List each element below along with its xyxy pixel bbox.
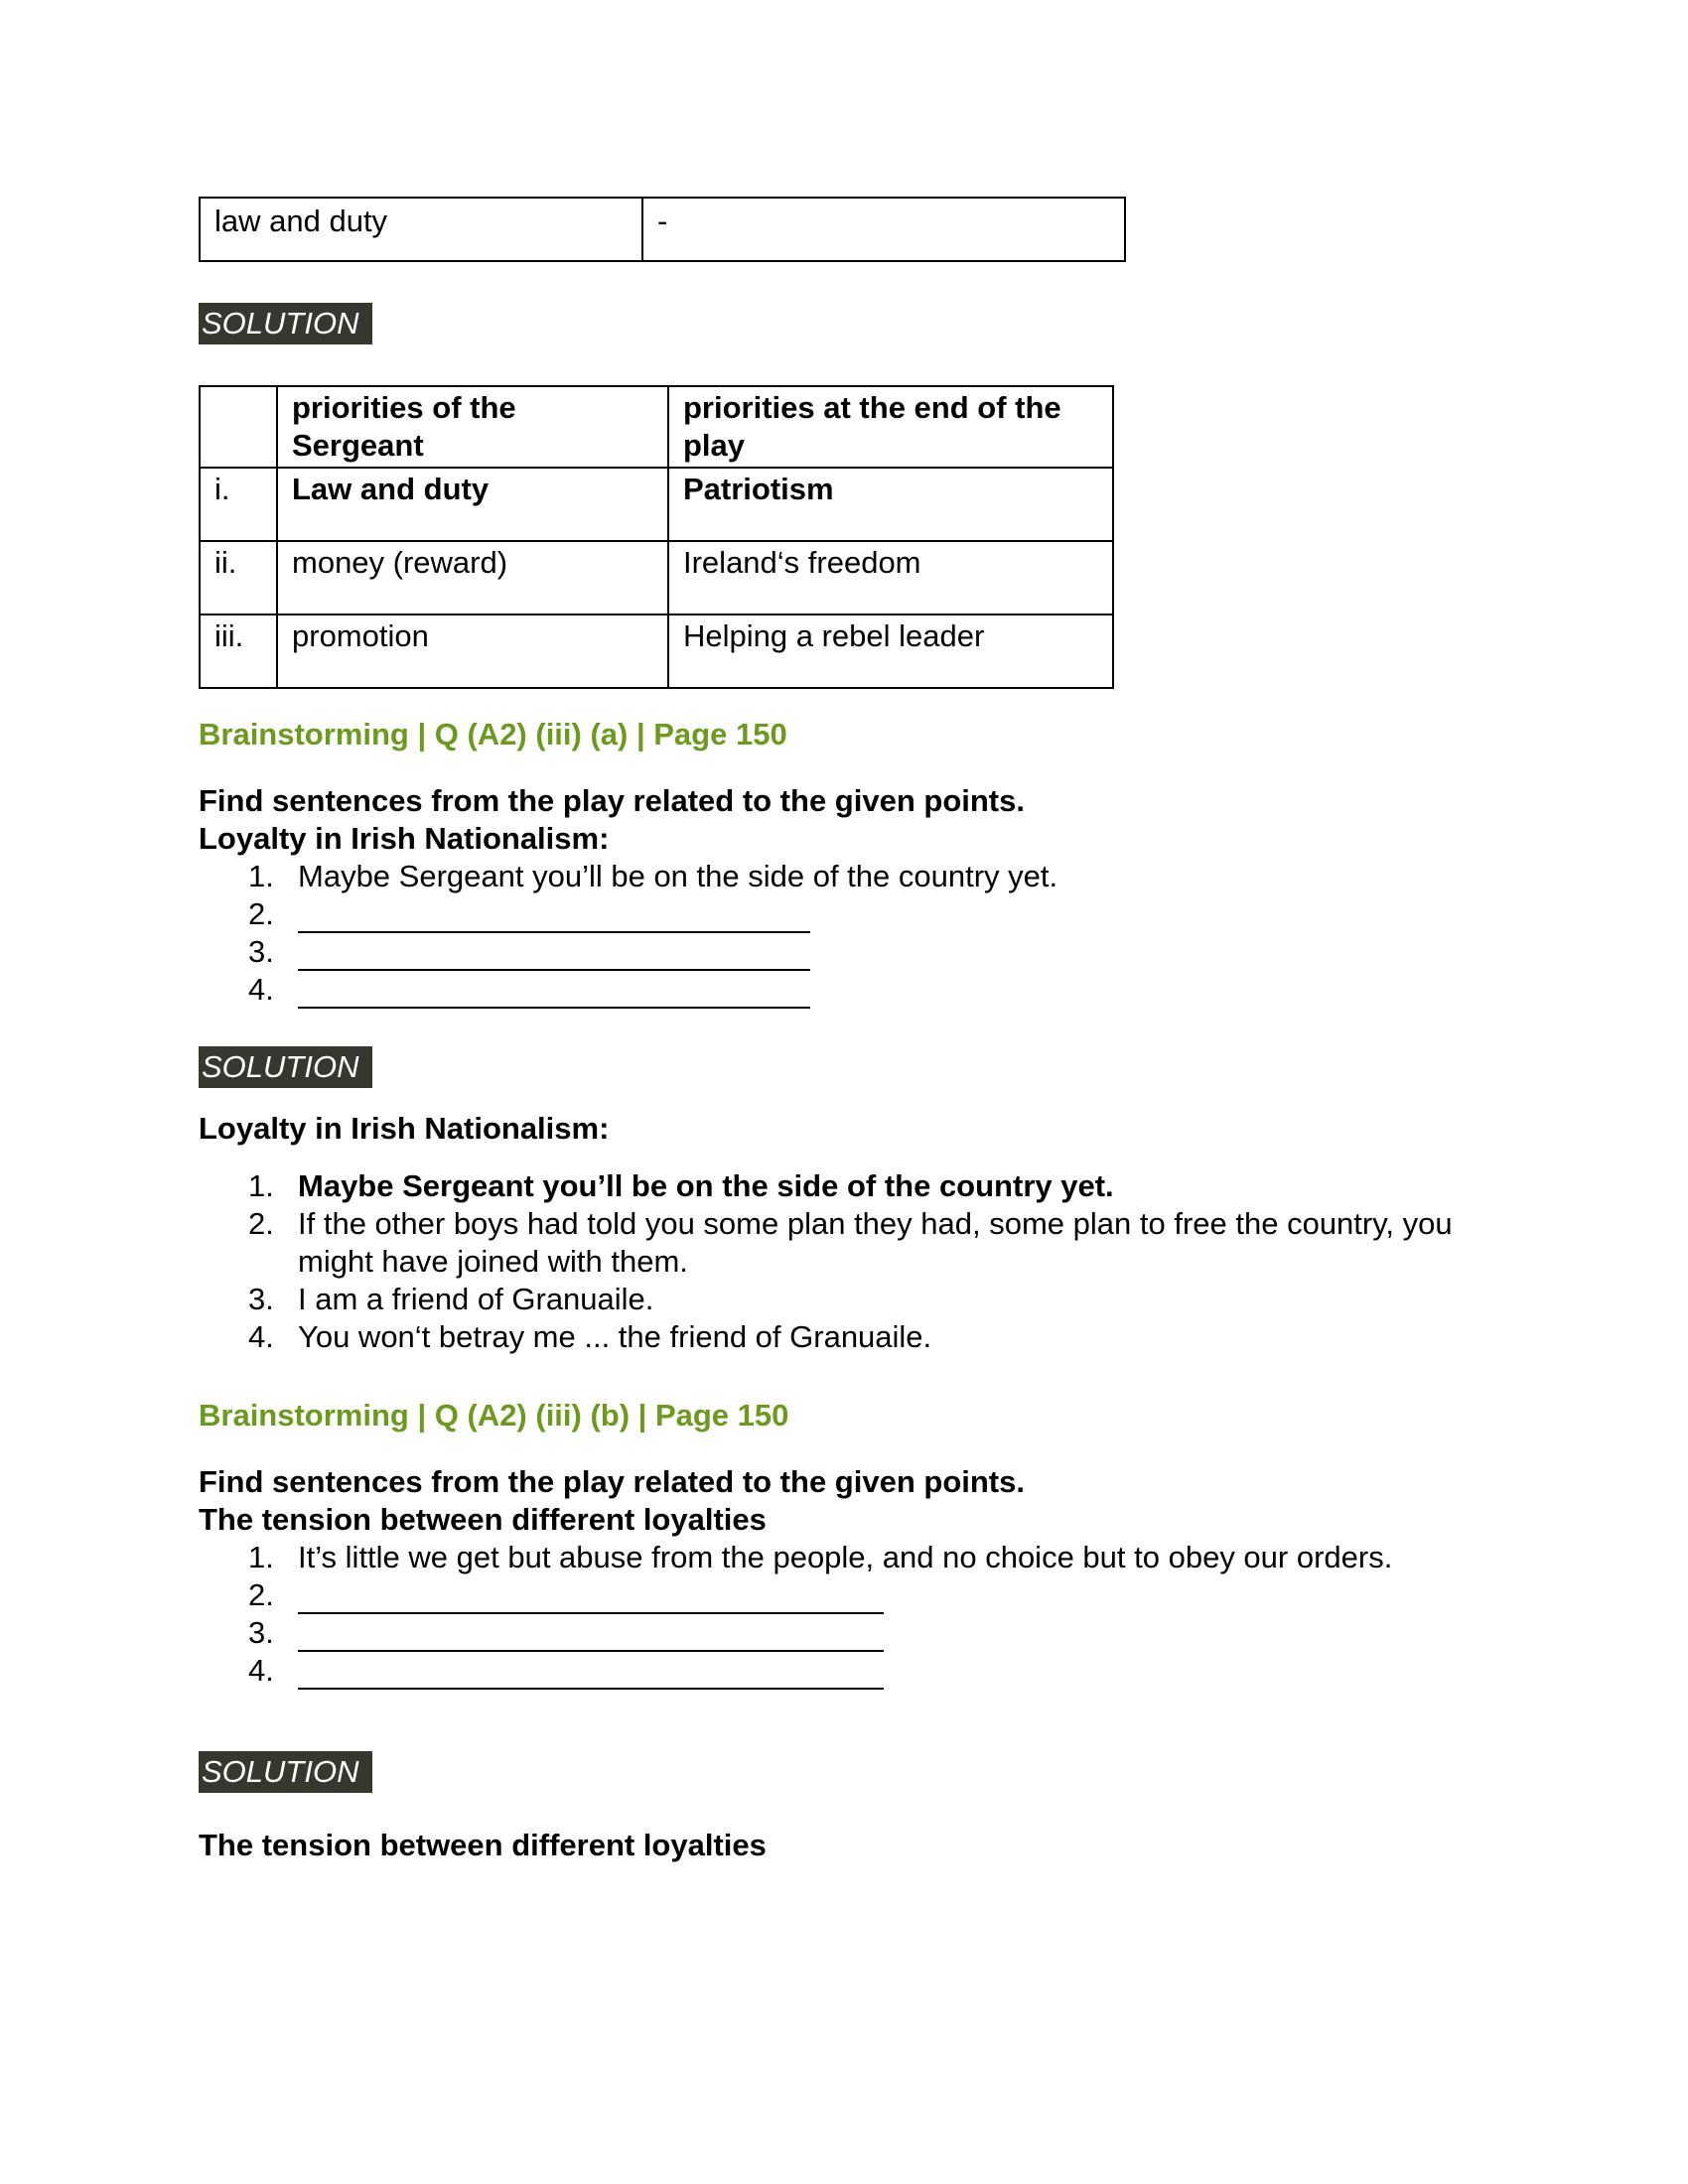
list-item: 3.	[238, 933, 1057, 971]
list-item: 2.	[238, 895, 1057, 933]
section-b-title: Brainstorming | Q (A2) (iii) (b) | Page 150	[199, 1398, 789, 1433]
table-row	[200, 614, 1113, 688]
list-item: 1. Maybe Sergeant you’ll be on the side of the country yet.	[248, 1168, 1114, 1203]
section-a-topic: Loyalty in Irish Nationalism:	[199, 821, 610, 856]
answer-blank	[298, 939, 810, 971]
answer-blank	[298, 977, 810, 1009]
row-number: ii.	[200, 541, 277, 614]
solution-label: SOLUTION	[199, 1751, 372, 1793]
solution-b-topic: The tension between different loyalties	[199, 1828, 767, 1862]
list-item: 4. You won‘t betray me ... the friend of Granuaile.	[248, 1319, 932, 1354]
table-cell: Law and duty	[277, 468, 668, 541]
row-number: iii.	[200, 614, 277, 688]
list-item: 1. Maybe Sergeant you’ll be on the side of the country yet.	[248, 859, 1058, 893]
list-item: 1. It’s little we get but abuse from the people, and no choice but to obey our orders.	[248, 1540, 1393, 1574]
list-item: 2. If the other boys had told you some plan they had, some plan to free the country, you might have joined with them.	[248, 1206, 1453, 1279]
section-b-topic: The tension between different loyalties	[199, 1502, 767, 1537]
table-cell: law and duty	[200, 198, 642, 261]
list-item: 4.	[238, 1652, 1529, 1690]
table-cell: Helping a rebel leader	[668, 614, 1113, 688]
section-a-instruction: Find sentences from the play related to the given points.	[199, 783, 1025, 818]
section-b-instruction: Find sentences from the play related to the given points.	[199, 1464, 1025, 1499]
top-table	[199, 197, 1126, 262]
answer-blank	[298, 1582, 884, 1614]
table-row	[200, 468, 1113, 541]
table-cell: money (reward)	[277, 541, 668, 614]
list-item: 3.	[238, 1614, 1529, 1652]
answer-blank	[298, 1620, 884, 1652]
section-a-title: Brainstorming | Q (A2) (iii) (a) | Page 150	[199, 717, 787, 751]
list-item: 3. I am a friend of Granuaile.	[248, 1282, 654, 1316]
solution-a-list	[238, 1167, 1489, 1356]
header-cell	[200, 386, 277, 468]
row-number: i.	[200, 468, 277, 541]
table-row	[200, 541, 1113, 614]
table-cell: Ireland‘s freedom	[668, 541, 1113, 614]
solution-label: SOLUTION	[199, 1046, 372, 1088]
solution-a-topic: Loyalty in Irish Nationalism:	[199, 1111, 610, 1146]
list-item: 2.	[238, 1576, 1529, 1614]
table-cell: -	[642, 198, 1125, 261]
answer-blank	[298, 1658, 884, 1690]
header-cell: priorities at the end of the play	[668, 386, 1113, 468]
section-b-list	[238, 1539, 1529, 1690]
table-cell: promotion	[277, 614, 668, 688]
header-cell: priorities of the Sergeant	[277, 386, 668, 468]
list-item: 4.	[238, 971, 1057, 1009]
table-header-row	[200, 386, 1113, 468]
priorities-table	[199, 385, 1114, 689]
answer-blank	[298, 901, 810, 933]
section-a-list	[238, 858, 1057, 1009]
table-cell: Patriotism	[668, 468, 1113, 541]
solution-label: SOLUTION	[199, 303, 372, 344]
table-row	[200, 198, 1125, 261]
